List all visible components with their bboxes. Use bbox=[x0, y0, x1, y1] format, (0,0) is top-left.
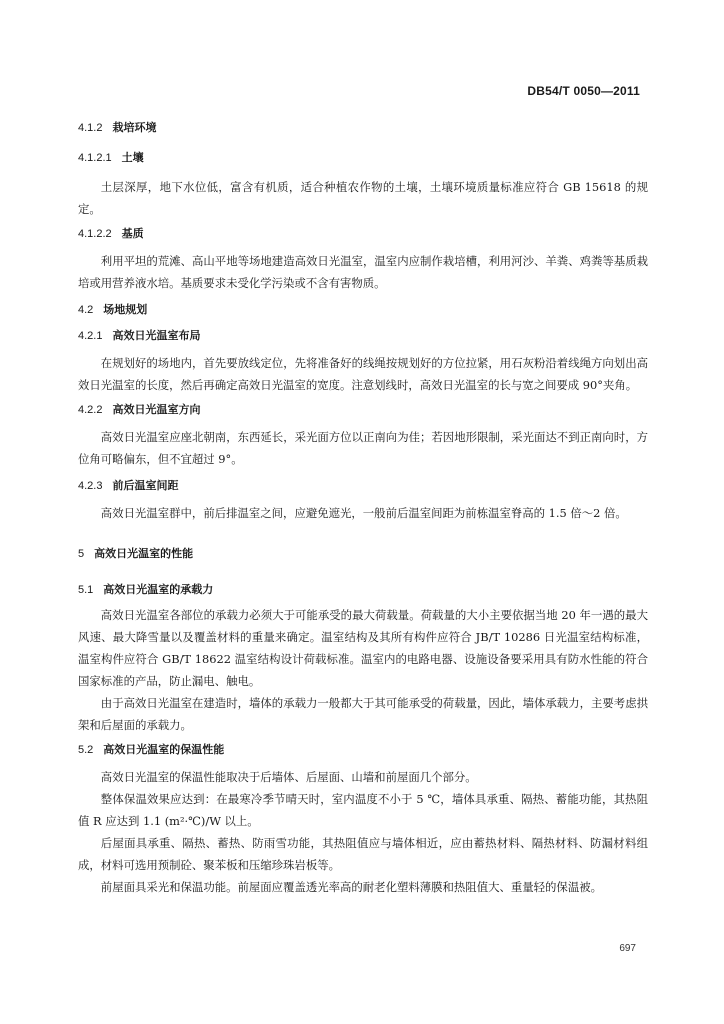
heading-4-2-1 bbox=[78, 328, 648, 344]
paragraph: 整体保温效果应达到：在最寒冷季节晴天时，室内温度不小于 5 ℃，墙体具承重、隔热、蓄能功能，其热阻值 R 应达到 1.1 (m²·℃)/W 以上。 bbox=[78, 792, 648, 828]
paragraph: 土层深厚，地下水位低，富含有机质，适合种植农作物的土壤，土壤环境质量标准应符合 GB 15618 的规定。 bbox=[78, 180, 648, 216]
section-title: 前后温室间距 bbox=[112, 480, 179, 492]
section-number: 4.2 bbox=[78, 304, 94, 316]
heading-5-2 bbox=[78, 742, 648, 758]
section-number: 5 bbox=[78, 548, 85, 560]
paragraph: 后屋面具承重、隔热、蓄热、防雨雪功能，其热阻值应与墙体相近，应由蓄热材料、隔热材料、防漏材料组成，材料可选用预制砼、聚苯板和压缩珍珠岩板等。 bbox=[78, 836, 648, 872]
section-number: 5.2 bbox=[78, 744, 94, 756]
section-title: 栽培环境 bbox=[112, 122, 157, 134]
paragraph: 在规划好的场地内，首先要放线定位，先将准备好的线绳按规划好的方位拉紧，用石灰粉沿着线绳方向划出高效日光温室的长度，然后再确定高效日光温室的宽度。注意划线时，高效日光温室的长与宽之间要成 90°夹角。 bbox=[78, 356, 648, 392]
heading-5-1 bbox=[78, 582, 648, 598]
section-number: 4.1.2.2 bbox=[78, 228, 112, 240]
heading-4-2-2 bbox=[78, 402, 648, 418]
section-number: 4.2.3 bbox=[78, 480, 103, 492]
heading-4-1-2-2 bbox=[78, 226, 648, 242]
paragraph: 高效日光温室应座北朝南，东西延长，采光面方位以正南向为佳；若因地形限制，采光面达不到正南向时，方位角可略偏东，但不宜超过 9°。 bbox=[78, 430, 648, 466]
heading-4-1-2 bbox=[78, 120, 648, 136]
heading-4-2-3 bbox=[78, 478, 648, 494]
section-number: 4.1.2.1 bbox=[78, 152, 112, 164]
section-title: 高效日光温室方向 bbox=[112, 404, 201, 416]
standard-code: DB54/T 0050—2011 bbox=[527, 84, 640, 98]
paragraph: 利用平坦的荒滩、高山平地等场地建造高效日光温室，温室内应制作栽培槽，利用河沙、羊粪、鸡粪等基质栽培或用营养液水培。基质要求未受化学污染或不含有害物质。 bbox=[78, 254, 648, 290]
paragraph: 前屋面具采光和保温功能。前屋面应覆盖透光率高的耐老化塑料薄膜和热阻值大、重量轻的保温被。 bbox=[100, 880, 602, 894]
paragraph: 高效日光温室的保温性能取决于后墙体、后屋面、山墙和前屋面几个部分。 bbox=[100, 770, 477, 784]
heading-5 bbox=[78, 546, 648, 562]
section-number: 4.2.2 bbox=[78, 404, 103, 416]
paragraph: 由于高效日光温室在建造时，墙体的承载力一般都大于其可能承受的荷载量，因此，墙体承载力，主要考虑拱架和后屋面的承载力。 bbox=[78, 696, 648, 732]
section-title: 高效日光温室的承载力 bbox=[103, 584, 214, 596]
section-title: 场地规划 bbox=[103, 304, 148, 316]
heading-4-1-2-1 bbox=[78, 150, 648, 166]
paragraph: 高效日光温室群中，前后排温室之间，应避免遮光，一般前后温室间距为前栋温室脊高的 1.5 倍～2 倍。 bbox=[100, 506, 627, 520]
section-title: 高效日光温室的保温性能 bbox=[103, 744, 225, 756]
page-content bbox=[78, 120, 648, 898]
section-number: 4.1.2 bbox=[78, 122, 103, 134]
section-number: 5.1 bbox=[78, 584, 94, 596]
heading-4-2 bbox=[78, 302, 648, 318]
paragraph: 高效日光温室各部位的承载力必须大于可能承受的最大荷载量。荷载量的大小主要依据当地 20 年一遇的最大风速、最大降雪量以及覆盖材料的重量来确定。温室结构及其所有构件应符合 JB/T 10286 日光温室结构标准，温室构件应符合 GB/T 18622 温室结构设计荷载标准。温室内的电路电器、设施设备要采用具有防水性能的符合国家标准的产品，防止漏电、触电。 bbox=[78, 608, 648, 688]
page-number: 697 bbox=[619, 943, 636, 954]
section-title: 高效日光温室的性能 bbox=[94, 548, 194, 560]
section-title: 基质 bbox=[121, 228, 144, 240]
section-number: 4.2.1 bbox=[78, 330, 103, 342]
section-title: 高效日光温室布局 bbox=[112, 330, 201, 342]
section-title: 土壤 bbox=[121, 152, 144, 164]
